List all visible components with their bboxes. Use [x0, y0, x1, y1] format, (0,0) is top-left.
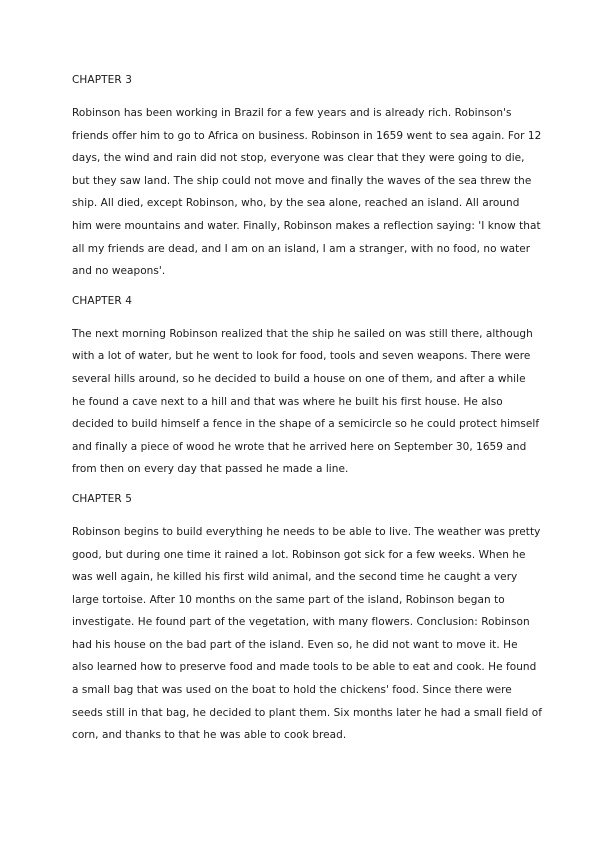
chapter-4-heading: CHAPTER 4 — [72, 294, 133, 307]
chapter-5-heading: CHAPTER 5 — [72, 492, 133, 505]
chapter-5-body: Robinson begins to build everything he needs to be able to live. The weather was pretty good, but during one time it rained a lot. Robinson got sick for a few weeks. When he was well again, he killed his first wild animal, and the second time he caught a very large tortoise. After 10 months on the same part of the island, Robinson began to investigate. He found part of the vegetation, with many flowers. Conclusion: Robinson had his house on the bad part of the island. Even so, he did not want to move it. He also learned how to preserve food and made tools to be able to eat and cook. He found a small bag that was used on the boat to hold the chickens' food. Since there were seeds still in that bag, he decided to plant them. Six months later he had a small field of corn, and thanks to that he was able to cook bread. — [72, 525, 542, 742]
chapter-5 — [72, 491, 542, 747]
chapter-3-heading: CHAPTER 3 — [72, 74, 133, 86]
chapter-3-body: Robinson has been working in Brazil for a few years and is already rich. Robinson's friends offer him to go to Africa on business. Robinson in 1659 went to sea again. For 12 days, the wind and rain did not stop, everyone was clear that they were going to die, but they saw land. The ship could not move and finally the waves of the sea threw the ship. All died, except Robinson, who, by the sea alone, reached an island. All around him were mountains and water. Finally, Robinson makes a reflection saying: 'I know that all my friends are dead, and I am on an island, I am a stranger, with no food, no water and no weapons'. — [72, 107, 542, 278]
chapter-4-body: The next morning Robinson realized that the ship he sailed on was still there, although with a lot of water, but he went to look for food, tools and seven weapons. There were several hills around, so he decided to build a house on one of them, and after a while he found a cave next to a hill and that was where he built his first house. He also decided to build himself a fence in the shape of a semicircle so he could protect himself and finally a piece of wood he wrote that he arrived here on September 30, 1659 and from then on every day that passed he made a line. — [72, 327, 540, 476]
chapter-3 — [72, 72, 542, 283]
chapter-4 — [72, 293, 542, 481]
